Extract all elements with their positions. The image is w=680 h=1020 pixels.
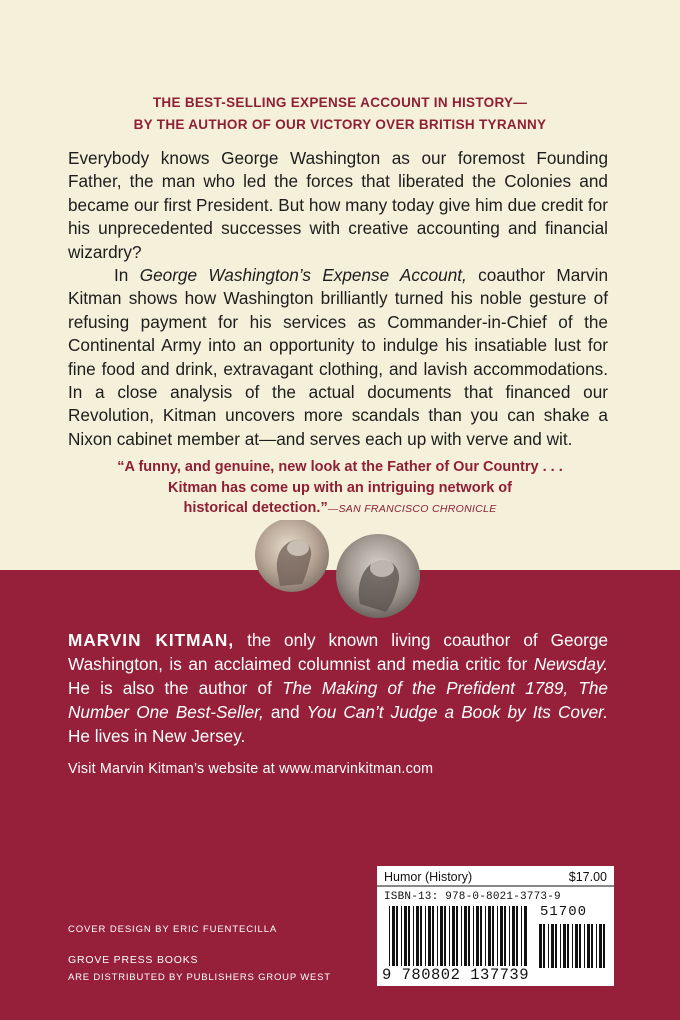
barcode-bar [555,924,557,968]
barcode-price: $17.00 [568,870,607,884]
barcode-bar [416,906,419,966]
barcode-bar [497,906,498,966]
barcode-bar [599,924,602,968]
barcode-bar [563,924,566,968]
bio-book-1: The Making of the Prefident 1789, [282,678,569,698]
barcode-bar [389,906,390,966]
publisher-name: GROVE PRESS BOOKS [68,954,199,966]
barcode-bar [524,906,527,966]
barcode-bar [596,924,597,968]
barcode-bar [464,906,467,966]
barcode-bar [401,906,402,966]
barcode-bar [492,906,494,966]
barcode-bar [516,906,518,966]
barcode-bar [572,924,573,968]
headline [0,92,680,136]
coin-right [336,534,420,618]
bio-text-5: He lives in New Jersey. [68,726,246,746]
bio-text-4: and [263,702,307,722]
barcode-bar [396,906,398,966]
barcode-category: Humor (History) [384,870,473,884]
author-name: MARVIN KITMAN, [68,630,235,650]
barcode-box [377,866,614,986]
book-description [68,147,608,451]
description-text: coauthor Marvin Kitman shows how Washington brilliantly turned his noble gesture of refusing payment for his services as Commander-in-Chief of the Continental Army into an opportunity to indulge his insatiable lust for fine food and drink, extravagant clothing, and lavish accommodations. In a close analysis of the actual documents that financed our Revolution, Kitman uncovers more scandals than you can shake a Nixon cabinet member at—and serves each up with verve and wit. [68,265,608,449]
barcode-bar [413,906,414,966]
barcode-bar [521,906,522,966]
washington-coins-illustration [240,520,440,620]
barcode-bar [591,924,593,968]
barcode-bar [420,906,422,966]
quote-line-3 [72,498,608,520]
barcode-bar [456,906,458,966]
barcode-bar [579,924,581,968]
barcode-bar [432,906,434,966]
barcode-bar [575,924,578,968]
barcode-bar [428,906,431,966]
bio-text-3 [568,678,578,698]
barcode-bar [488,906,491,966]
barcode-bar [473,906,474,966]
barcode-bar [543,924,545,968]
headline-line-2: BY THE AUTHOR OF OUR VICTORY OVER BRITISH TYRANNY [133,117,547,132]
barcode-bar [504,906,506,966]
barcode-bar [587,924,590,968]
quote-line-1: “A funny, and genuine, new look at the Father of Our Country . . . [117,459,563,475]
description-book-title: George Washington’s Expense Account, [139,265,467,286]
bio-book-2: The Number One Best-Seller, [68,678,608,722]
description-paragraph-2 [68,264,608,451]
barcode-bar [468,906,470,966]
barcode-bar [539,924,542,968]
coin-left [255,520,329,592]
bio-book-3: You Can’t Judge a Book by Its Cover. [306,702,608,722]
barcode-bar [560,924,561,968]
barcode-bar [392,906,395,966]
barcode-bar [425,906,426,966]
barcode-bar [548,924,549,968]
review-quote [72,457,608,520]
barcode-bar [449,906,450,966]
barcode-bar [584,924,585,968]
quote-source: —SAN FRANCISCO CHRONICLE [327,503,497,515]
description-intro: In [114,265,140,286]
barcode-bar [404,906,407,966]
website-line: Visit Marvin Kitman’s website at www.marvinkitman.com [68,761,434,777]
distributor-line: ARE DISTRIBUTED BY PUBLISHERS GROUP WEST [68,972,331,983]
barcode-bar [603,924,605,968]
barcode-bar [476,906,479,966]
bio-text-2: He is also the author of [68,678,283,698]
quote-text-end: historical detection.” [183,500,328,516]
barcode-bar [440,906,443,966]
publisher-block [68,951,331,987]
author-bio [68,628,608,748]
barcode-bar [567,924,569,968]
barcode-bar [509,906,510,966]
cover-design-credit: COVER DESIGN BY ERIC FUENTECILLA [68,924,278,935]
description-paragraph-1: Everybody knows George Washington as our foremost Founding Father, the man who led the forces that liberated the Colonies and became our first President. But how many today give him due credit for his unprecedented successes with creative accounting and financial wizardry? [68,148,608,262]
barcode-bar [512,906,515,966]
bio-text-1: the only known living coauthor of George Washington, is an acclaimed columnist and media critic for [68,630,608,674]
barcode-bar [452,906,455,966]
barcode-bar [461,906,462,966]
headline-line-1: THE BEST-SELLING EXPENSE ACCOUNT IN HISTORY— [152,95,528,110]
barcode-bar [485,906,486,966]
quote-line-2: Kitman has come up with an intriguing network of [168,479,512,496]
barcode-digits: 9 780802 137739 [382,966,530,984]
barcode-bar [437,906,438,966]
barcode-bar [444,906,446,966]
barcode-isbn: ISBN-13: 978-0-8021-3773-9 [384,891,561,903]
barcode-bar [500,906,503,966]
bio-newsday: Newsday. [533,654,608,674]
barcode-bar [408,906,410,966]
barcode-addon-digits: 51700 [540,904,588,920]
barcode-bar [551,924,554,968]
barcode-bar [480,906,482,966]
